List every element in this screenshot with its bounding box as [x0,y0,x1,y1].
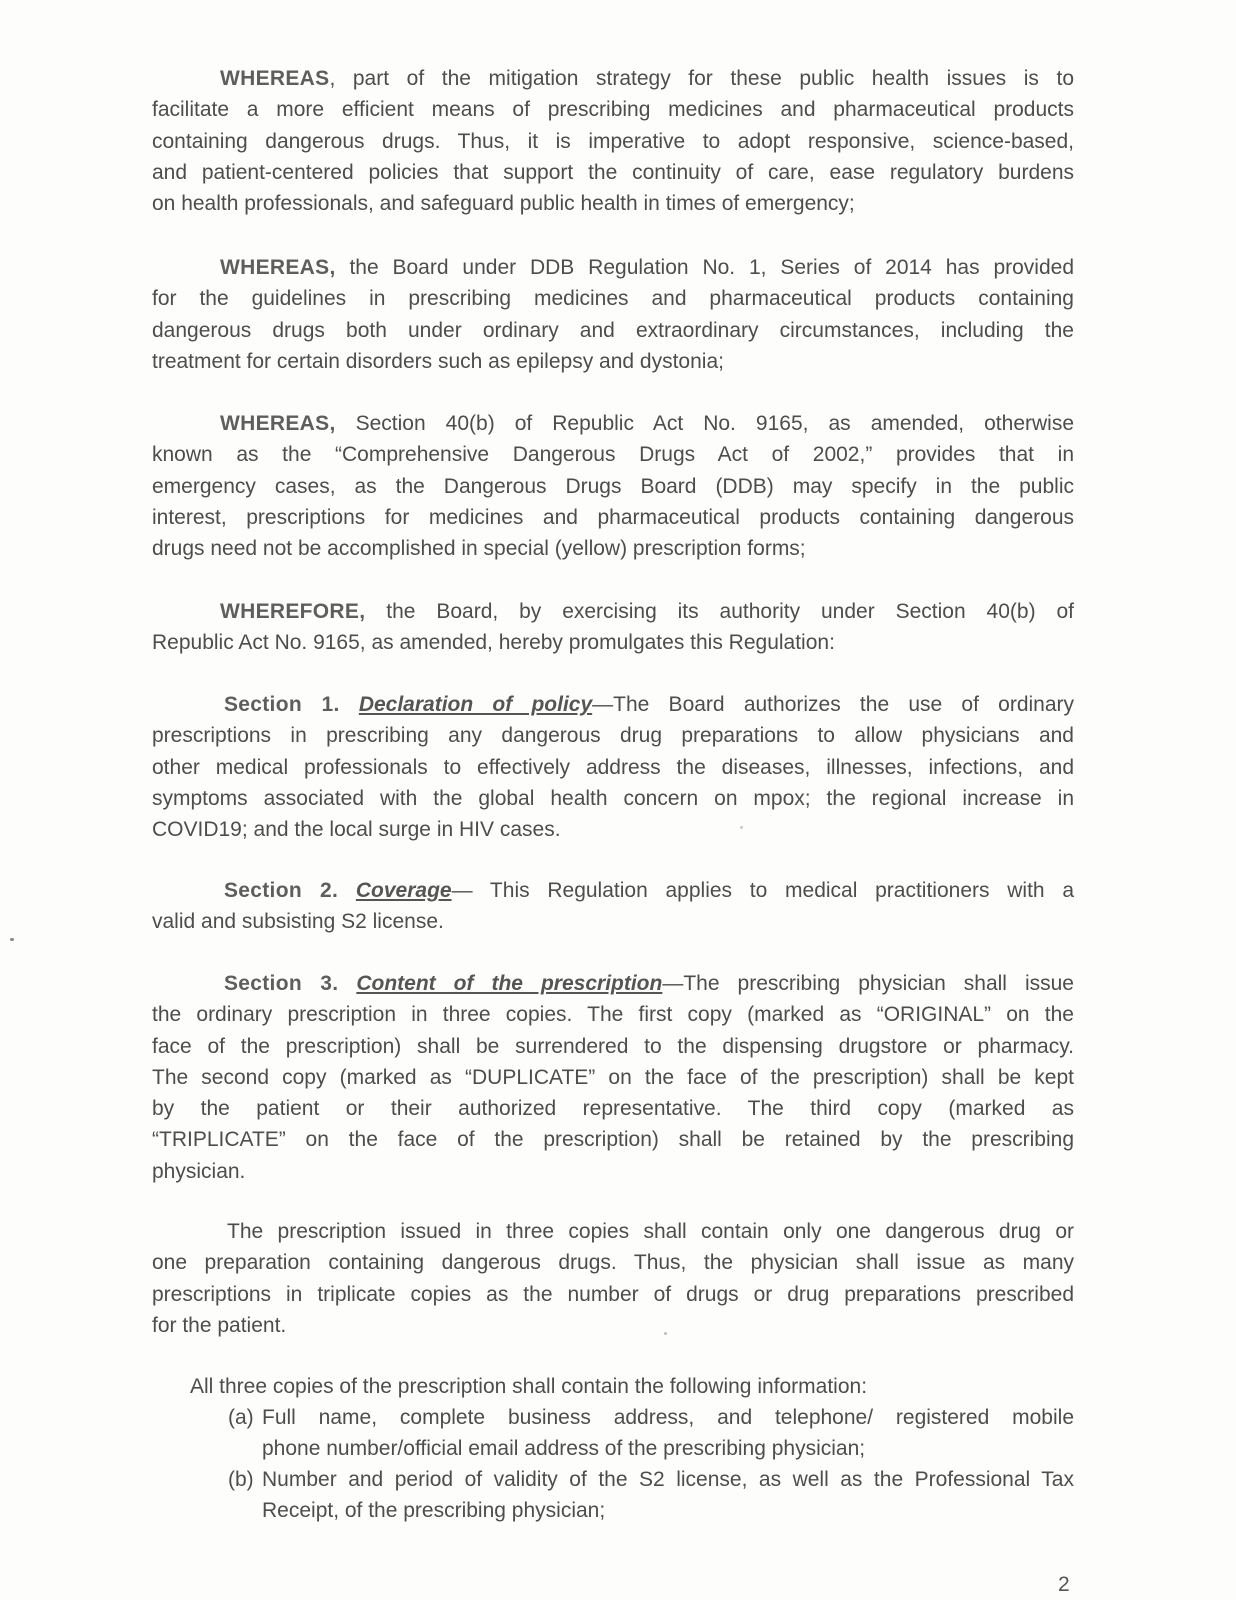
scan-speck [10,938,14,941]
paragraph-line: and patient-centered policies that support the continuity of care, ease regulatory burdens [152,160,1074,184]
paragraph-line: other medical professionals to effectively address the diseases, illnesses, infections, and [152,755,1074,779]
paragraph-line: Section 2. Coverage— This Regulation applies to medical practitioners with a [224,879,1074,902]
paragraph-line: drugs need not be accomplished in special (yellow) prescription forms; [152,537,806,561]
paragraph-line: physician. [152,1159,246,1183]
copies-paragraph [152,1216,1074,1341]
page-number: 2 [1058,1573,1070,1596]
paragraph-line: WHEREAS, the Board under DDB Regulation No. 1, Series of 2014 has provided [220,256,1074,279]
paragraph-line: for the patient. [152,1313,287,1337]
paragraph-line: dangerous drugs both under ordinary and extraordinary circumstances, including the [152,318,1074,342]
paragraph-line: Section 1. Declaration of policy—The Board authorizes the use of ordinary [224,693,1075,716]
scan-speck [740,826,743,829]
paragraph-line: symptoms associated with the global health concern on mpox; the regional increase in [152,786,1074,810]
list-item [228,1464,1074,1526]
paragraph-line: “TRIPLICATE” on the face of the prescription) shall be retained by the prescribing [152,1128,1074,1152]
scan-speck [664,1332,667,1335]
paragraph-line: valid and subsisting S2 license. [152,910,444,934]
section-1 [152,689,1074,845]
paragraph-line: one preparation containing dangerous drugs. Thus, the physician shall issue as many [152,1251,1074,1275]
paragraph-line: The prescription issued in three copies shall contain only one dangerous drug or [227,1220,1074,1243]
paragraph-line: interest, prescriptions for medicines and pharmaceutical products containing dangerous [152,505,1074,529]
paragraph-line: treatment for certain disorders such as epilepsy and dystonia; [152,349,724,373]
section-2 [152,875,1074,938]
list-item-line: phone number/official email address of the prescribing physician; [262,1437,866,1460]
paragraph-line: WHEREAS, part of the mitigation strategy for these public health issues is to [220,67,1074,90]
section-label: Section 3. [224,972,339,995]
list-marker: (b) [228,1468,254,1491]
section-title: Declaration of policy [358,693,593,716]
whereas-lead: WHEREAS, [220,412,336,435]
paragraph-line: for the guidelines in prescribing medicines and pharmaceutical products containing [152,287,1074,311]
list-item-line: Number and period of validity of the S2 license, as well as the Professional Tax [262,1468,1074,1491]
paragraph-line: COVID19; and the local surge in HIV cases. [152,818,561,842]
list-item-line: Receipt, of the prescribing physician; [262,1499,606,1522]
paragraph-line: Section 3. Content of the prescription—The prescribing physician shall issue [224,972,1074,995]
list-item-line: Full name, complete business address, and telephone/ registered mobile [262,1406,1074,1429]
paragraph-line: Republic Act No. 9165, as amended, hereby promulgates this Regulation: [152,631,835,655]
section-3 [152,968,1074,1187]
paragraph-line: containing dangerous drugs. Thus, it is imperative to adopt responsive, science-based, [152,129,1074,153]
section-title: Content of the prescription [356,972,663,995]
list-item-body [262,1402,1074,1464]
list-item-body [262,1464,1074,1526]
paragraph-line: by the patient or their authorized representative. The third copy (marked as [152,1097,1074,1121]
whereas-paragraph-2 [152,252,1074,377]
paragraph-line: prescriptions in prescribing any dangerous drug preparations to allow physicians and [152,724,1074,748]
wherefore-paragraph [152,596,1074,659]
paragraph-line: the ordinary prescription in three copies. The first copy (marked as “ORIGINAL” on the [152,1003,1074,1027]
section-label: Section 2. [224,879,339,902]
wherefore-lead: WHEREFORE, [220,600,366,623]
paragraph-line: known as the “Comprehensive Dangerous Drugs Act of 2002,” provides that in [152,443,1074,467]
list-marker: (a) [228,1406,254,1429]
section-label: Section 1. [224,693,340,716]
whereas-paragraph-3 [152,408,1074,564]
paragraph-line: The second copy (marked as “DUPLICATE” on the face of the prescription) shall be kept [152,1065,1074,1089]
paragraph-line: on health professionals, and safeguard public health in times of emergency; [152,192,855,216]
paragraph-line: WHEREAS, Section 40(b) of Republic Act No. 9165, as amended, otherwise [220,412,1074,435]
list-item [228,1402,1074,1464]
whereas-lead: WHEREAS [220,67,330,90]
paragraph-line: emergency cases, as the Dangerous Drugs Board (DDB) may specify in the public [152,474,1074,498]
section-title: Coverage [355,879,452,902]
list-intro: All three copies of the prescription shall contain the following information: [190,1375,868,1398]
paragraph-line: WHEREFORE, the Board, by exercising its authority under Section 40(b) of [220,600,1074,623]
paragraph-line: facilitate a more efficient means of prescribing medicines and pharmaceutical products [152,98,1074,122]
paragraph-line: face of the prescription) shall be surrendered to the dispensing drugstore or pharmacy. [152,1034,1074,1058]
whereas-paragraph-1 [152,63,1074,219]
paragraph-line: prescriptions in triplicate copies as the number of drugs or drug preparations prescribed [152,1282,1074,1306]
whereas-lead: WHEREAS, [220,256,336,279]
